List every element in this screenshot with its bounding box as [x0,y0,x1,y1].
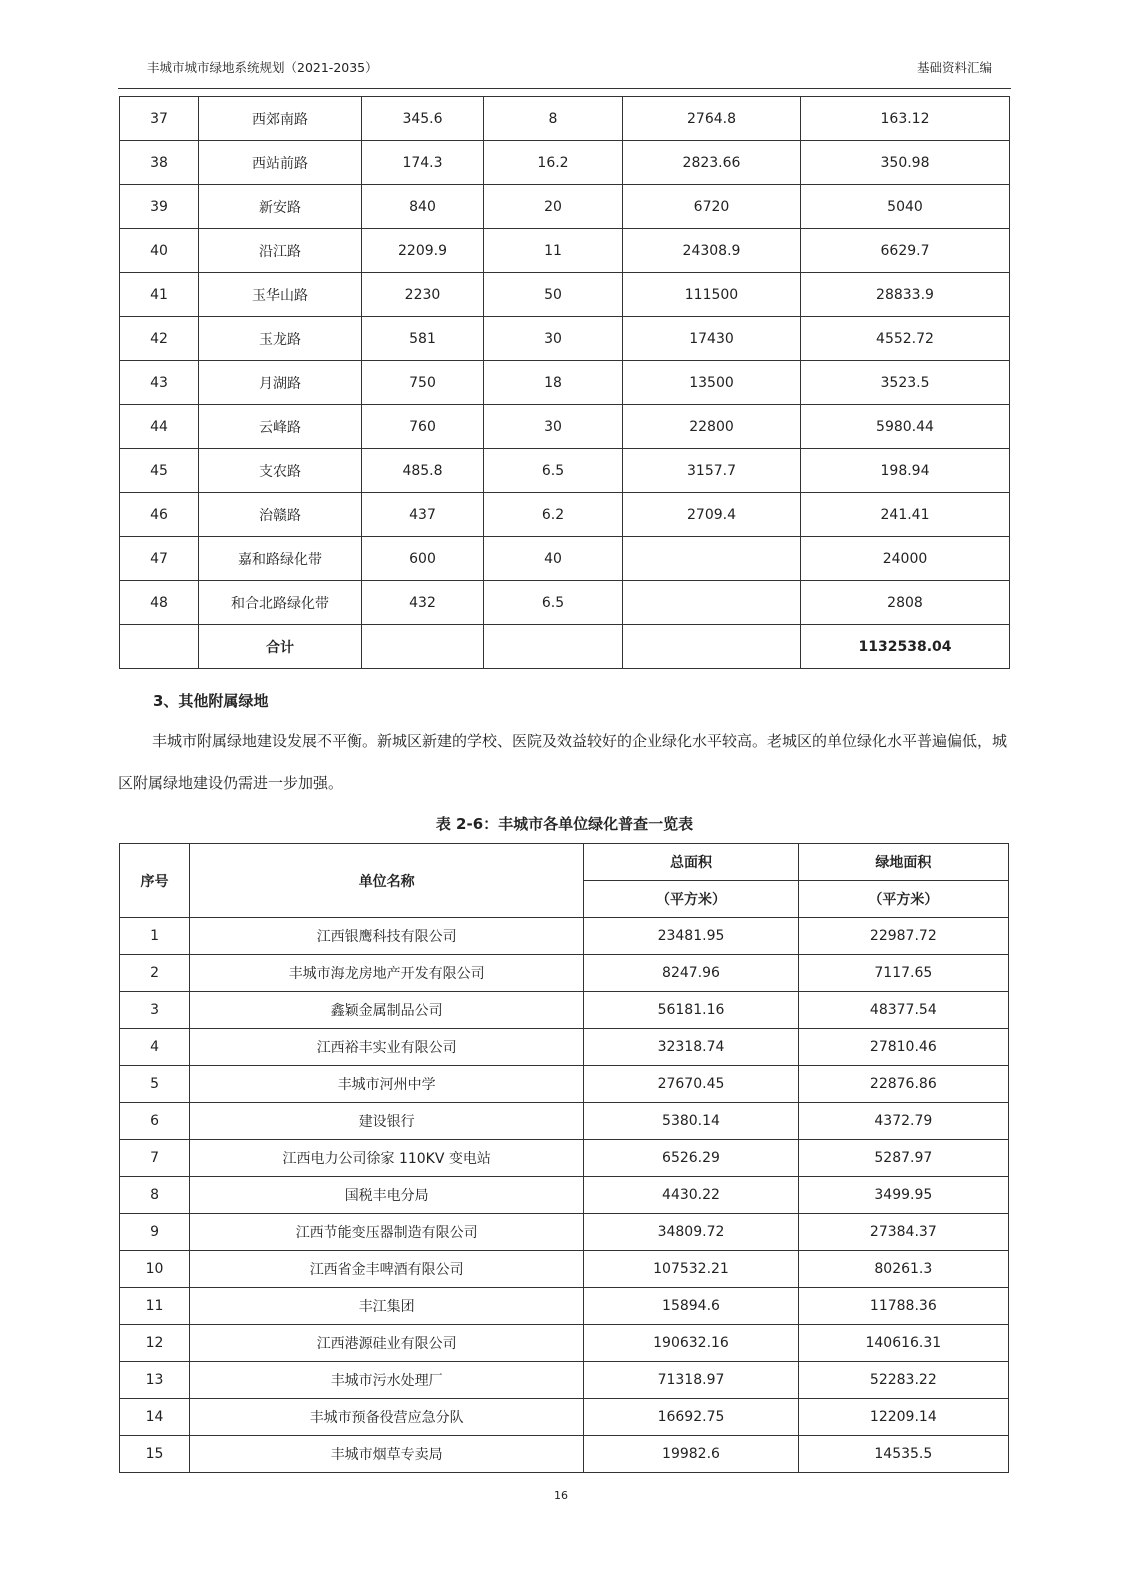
table-cell: 10 [120,1251,190,1288]
table-cell: 40 [120,229,199,273]
table-row [120,317,1010,361]
table-cell: 江西银鹰科技有限公司 [190,918,584,955]
table-cell: 47 [120,537,199,581]
table-cell: 2764.8 [623,97,801,141]
table-cell: 云峰路 [199,405,362,449]
table-cell: 43 [120,361,199,405]
table-cell: 14 [120,1399,190,1436]
table-cell: 20 [484,185,623,229]
table-cell: 23481.95 [584,918,798,955]
table-cell: 月湖路 [199,361,362,405]
table-row [120,1103,1009,1140]
table-cell: 支农路 [199,449,362,493]
table-cell: 4430.22 [584,1177,798,1214]
table-row [120,918,1009,955]
road-green-table [119,96,1010,669]
table-row [120,1288,1009,1325]
table-cell: 30 [484,405,623,449]
header-section-title: 基础资料汇编 [916,60,992,75]
table-cell: 11 [484,229,623,273]
table-cell: 3523.5 [801,361,1010,405]
table-cell: 27384.37 [798,1214,1008,1251]
table-cell-empty [362,625,484,669]
table-cell: 西站前路 [199,141,362,185]
table-cell: 24308.9 [623,229,801,273]
table-cell: 丰江集团 [190,1288,584,1325]
table-cell: 国税丰电分局 [190,1177,584,1214]
table-cell: 4552.72 [801,317,1010,361]
table-cell: 80261.3 [798,1251,1008,1288]
table-cell-empty [120,625,199,669]
table-cell: 37 [120,97,199,141]
table-cell: 350.98 [801,141,1010,185]
table-cell: 50 [484,273,623,317]
table-cell: 190632.16 [584,1325,798,1362]
table-cell: 新安路 [199,185,362,229]
table-row [120,1436,1009,1473]
table-cell: 6.5 [484,449,623,493]
table-cell: 8 [120,1177,190,1214]
table-cell: 2230 [362,273,484,317]
table-cell: 241.41 [801,493,1010,537]
table-cell: 江西港源硅业有限公司 [190,1325,584,1362]
table-cell: 174.3 [362,141,484,185]
table-cell: 5380.14 [584,1103,798,1140]
table-cell: 5287.97 [798,1140,1008,1177]
table-cell: 22800 [623,405,801,449]
table-cell: 42 [120,317,199,361]
table-cell: 41 [120,273,199,317]
section-paragraph: 丰城市附属绿地建设发展不平衡。新城区新建的学校、医院及效益较好的企业绿化水平较高。老城区的单位绿化水平普遍偏低，城区附属绿地建设仍需进一步加强。 [118,732,1008,792]
table-row [120,1325,1009,1362]
table-row [120,1251,1009,1288]
table-row [120,97,1010,141]
table-cell: 485.8 [362,449,484,493]
table-cell: 581 [362,317,484,361]
table-cell: 52283.22 [798,1362,1008,1399]
table-cell: 22876.86 [798,1066,1008,1103]
unit-green-table [119,843,1009,1473]
table-cell: 2709.4 [623,493,801,537]
table-cell: 39 [120,185,199,229]
table-cell: 6 [120,1103,190,1140]
header-document-title: 丰城市城市绿地系统规划（2021-2035） [147,60,378,75]
table-cell: 56181.16 [584,992,798,1029]
table-cell: 198.94 [801,449,1010,493]
table-row [120,185,1010,229]
table-cell: 丰城市海龙房地产开发有限公司 [190,955,584,992]
table-cell: 38 [120,141,199,185]
table-cell: 11788.36 [798,1288,1008,1325]
table-cell: 和合北路绿化带 [199,581,362,625]
table-cell: 5 [120,1066,190,1103]
table-cell: 12 [120,1325,190,1362]
table-row [120,405,1010,449]
table-cell: 西郊南路 [199,97,362,141]
table-cell: 6.2 [484,493,623,537]
table-cell: 3499.95 [798,1177,1008,1214]
table-cell: 玉龙路 [199,317,362,361]
table-cell: 6629.7 [801,229,1010,273]
table-cell: 11 [120,1288,190,1325]
table-cell: 17430 [623,317,801,361]
table-cell [623,537,801,581]
table-cell: 2209.9 [362,229,484,273]
table-cell: 鑫颖金属制品公司 [190,992,584,1029]
table-cell: 江西裕丰实业有限公司 [190,1029,584,1066]
table-cell: 江西节能变压器制造有限公司 [190,1214,584,1251]
table-cell: 48 [120,581,199,625]
table-cell: 14535.5 [798,1436,1008,1473]
table-cell: 15894.6 [584,1288,798,1325]
table-cell: 玉华山路 [199,273,362,317]
table-cell: 丰城市预备役营应急分队 [190,1399,584,1436]
table-cell: 9 [120,1214,190,1251]
table-cell: 22987.72 [798,918,1008,955]
table-total-row [120,625,1010,669]
table-cell: 71318.97 [584,1362,798,1399]
table-cell: 8 [484,97,623,141]
table-cell: 32318.74 [584,1029,798,1066]
total-value: 1132538.04 [801,625,1010,669]
table-row [120,1362,1009,1399]
table-cell: 48377.54 [798,992,1008,1029]
table-row [120,1399,1009,1436]
table-cell: 2823.66 [623,141,801,185]
table-row [120,1177,1009,1214]
table-cell: 丰城市烟草专卖局 [190,1436,584,1473]
table-row [120,273,1010,317]
table-cell: 3157.7 [623,449,801,493]
table-row [120,1029,1009,1066]
table-cell-empty [623,625,801,669]
table-cell: 6.5 [484,581,623,625]
table-cell: 27810.46 [798,1029,1008,1066]
table-cell: 13 [120,1362,190,1399]
table-cell: 111500 [623,273,801,317]
table-cell: 40 [484,537,623,581]
header-total-area-unit: （平方米） [584,881,798,918]
header-divider [118,88,1011,89]
section-heading: 3、其他附属绿地 [153,692,269,710]
page-number: 16 [554,1489,568,1502]
table-cell: 46 [120,493,199,537]
total-label: 合计 [199,625,362,669]
table-row [120,229,1010,273]
table-row [120,992,1009,1029]
table-cell: 13500 [623,361,801,405]
table-cell: 16692.75 [584,1399,798,1436]
table-cell: 沿江路 [199,229,362,273]
table-cell: 34809.72 [584,1214,798,1251]
table-row [120,1066,1009,1103]
table-cell: 江西电力公司徐家 110KV 变电站 [190,1140,584,1177]
table-cell: 2 [120,955,190,992]
table-cell: 750 [362,361,484,405]
table-cell: 140616.31 [798,1325,1008,1362]
table-cell: 44 [120,405,199,449]
table-cell: 3 [120,992,190,1029]
table-cell: 45 [120,449,199,493]
table-cell: 600 [362,537,484,581]
table-row [120,361,1010,405]
table-row [120,1140,1009,1177]
table-cell: 163.12 [801,97,1010,141]
table-cell: 8247.96 [584,955,798,992]
table-cell: 4372.79 [798,1103,1008,1140]
header-total-area: 总面积 [584,844,798,881]
table-cell: 345.6 [362,97,484,141]
table-cell: 5040 [801,185,1010,229]
table-cell: 28833.9 [801,273,1010,317]
table-row [120,141,1010,185]
header-index: 序号 [120,844,190,918]
table-cell: 19982.6 [584,1436,798,1473]
table-cell: 432 [362,581,484,625]
table-header-row [120,844,1009,881]
table-cell: 437 [362,493,484,537]
table-cell: 30 [484,317,623,361]
table-cell-empty [484,625,623,669]
table-cell: 760 [362,405,484,449]
table-cell: 7 [120,1140,190,1177]
table-cell: 18 [484,361,623,405]
table-cell: 治赣路 [199,493,362,537]
table-cell: 4 [120,1029,190,1066]
table-cell: 6526.29 [584,1140,798,1177]
table-row [120,581,1010,625]
table-cell: 1 [120,918,190,955]
table-row [120,537,1010,581]
table-cell: 5980.44 [801,405,1010,449]
table-cell: 16.2 [484,141,623,185]
table-cell: 建设银行 [190,1103,584,1140]
table-cell: 15 [120,1436,190,1473]
table-cell: 24000 [801,537,1010,581]
table-cell: 丰城市污水处理厂 [190,1362,584,1399]
table-cell [623,581,801,625]
table-cell: 7117.65 [798,955,1008,992]
table-cell: 27670.45 [584,1066,798,1103]
table-cell: 840 [362,185,484,229]
table-cell: 2808 [801,581,1010,625]
table-cell: 嘉和路绿化带 [199,537,362,581]
table-row [120,449,1010,493]
table-row [120,493,1010,537]
table-cell: 12209.14 [798,1399,1008,1436]
header-green-area-unit: （平方米） [798,881,1008,918]
table-cell: 丰城市河州中学 [190,1066,584,1103]
table-cell: 6720 [623,185,801,229]
table-cell: 江西省金丰啤酒有限公司 [190,1251,584,1288]
table-cell: 107532.21 [584,1251,798,1288]
header-unit-name: 单位名称 [190,844,584,918]
table-row [120,955,1009,992]
table-row [120,1214,1009,1251]
header-green-area: 绿地面积 [798,844,1008,881]
table-caption: 表 2-6：丰城市各单位绿化普查一览表 [435,815,694,833]
